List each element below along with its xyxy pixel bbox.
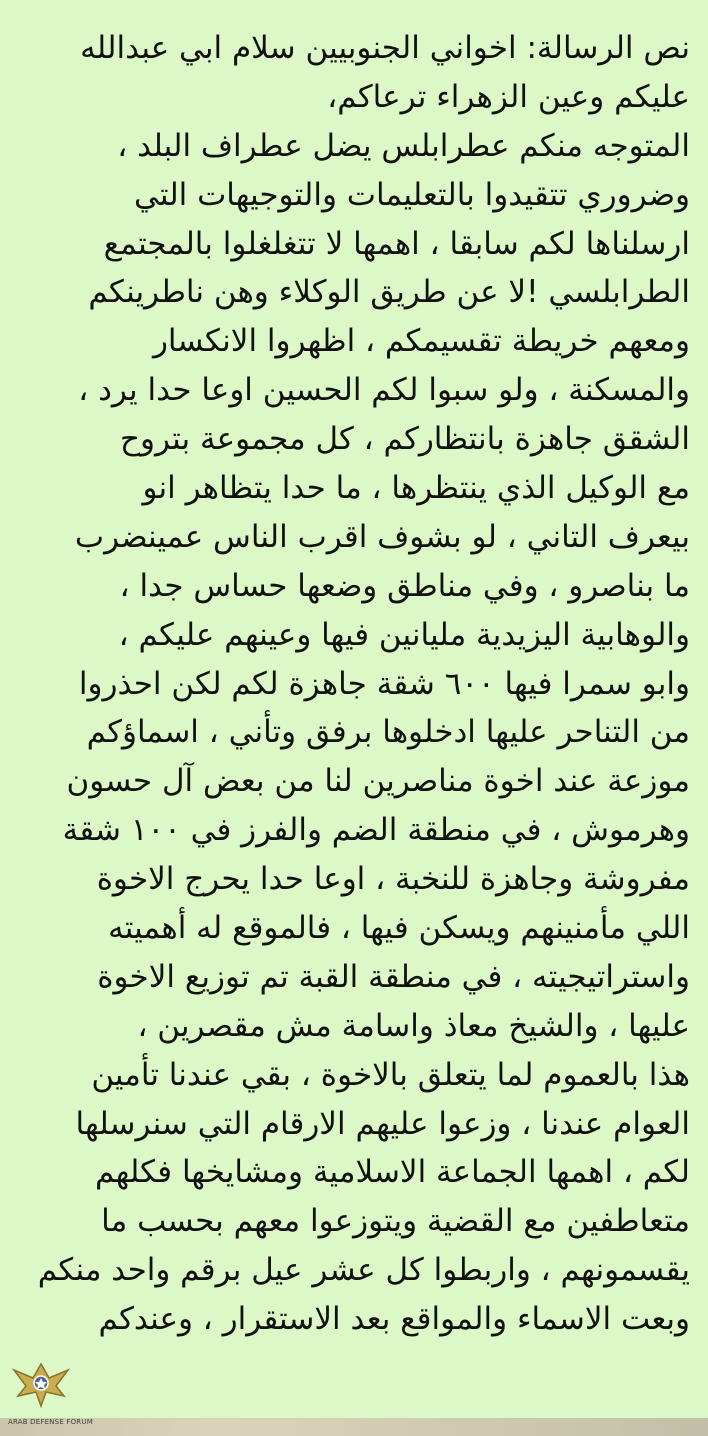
message-line: والوهابية اليزيدية مليانين فيها وعينهم عليكم ، (118, 616, 690, 653)
message-line: الشقق جاهزة بانتظاركم ، كل مجموعة بتروح (120, 421, 690, 458)
message-line: واستراتيجيته ، في منطقة القبة تم توزيع الاخوة (97, 958, 690, 995)
message-line: مفروشة وجاهزة للنخبة ، اوعا حدا يحرج الاخوة (96, 861, 690, 898)
message-line: وابو سمرا فيها ٦٠٠ شقة جاهزة لكم لكن احذروا (78, 665, 690, 702)
message-line: وهرموش ، في منطقة الضم والفرز في ١٠٠ شقة (62, 812, 690, 849)
message-line: العوام عندنا ، وزعوا عليهم الارقام التي سنرسلها (75, 1105, 690, 1142)
message-line: نص الرسالة: اخواني الجنوبيين سلام ابي عبدالله (80, 30, 690, 66)
message-line: لكم ، اهمها الجماعة الاسلامية ومشايخها فكلهم (94, 1154, 690, 1191)
message-line: عليكم وعين الزهراء ترعاكم، (327, 78, 690, 115)
message-line: الطرابلسي !لا عن طريق الوكلاء وهن ناطرينكم (88, 274, 690, 311)
message-text (10, 24, 690, 1344)
message-line: يقسمونهم ، واربطوا كل عشر عيل برقم واحد منكم (37, 1252, 690, 1289)
message-line: وبعت الاسماء والمواقع بعد الاستقرار ، وعندكم (98, 1301, 690, 1338)
watermark-text: ARAB DEFENSE FORUM (8, 1418, 93, 1426)
eagle-logo-icon (6, 1356, 76, 1414)
message-line: ومعهم خريطة تقسيمكم ، اظهروا الانكسار (152, 323, 690, 360)
message-line: موزعة عند اخوة مناصرين لنا من بعض آل حسون (66, 763, 690, 800)
message-line: وضروري تتقيدوا بالتعليمات والتوجيهات التي (134, 176, 690, 213)
message-line: المتوجه منكم عطرابلس يضل عطراف البلد ، (117, 127, 690, 164)
message-line: مع الوكيل الذي ينتظرها ، ما حدا يتظاهر انو (142, 470, 690, 507)
message-line: ارسلناها لكم سابقا ، اهمها لا تتغلغلوا بالمجتمع (103, 225, 690, 262)
message-line: عليها ، والشيخ معاذ واسامة مش مقصرين ، (137, 1007, 690, 1044)
forum-watermark (6, 1356, 156, 1426)
message-line: من التناحر عليها ادخلوها برفق وتأني ، اسماؤكم (86, 714, 690, 751)
message-line: والمسكنة ، ولو سبوا لكم الحسين اوعا حدا يرد ، (78, 372, 690, 409)
message-line: متعاطفين مع القضية ويتوزعوا معهم بحسب ما (101, 1203, 690, 1240)
message-line: بيعرف التاني ، لو بشوف اقرب الناس عمينضرب (74, 518, 690, 555)
message-line: اللي مأمنينهم ويسكن فيها ، فالموقع له أهميته (108, 910, 690, 947)
message-line: هذا بالعموم لما يتعلق بالاخوة ، بقي عندنا تأمين (91, 1056, 690, 1093)
message-line: ما بناصرو ، وفي مناطق وضعها حساس جدا ، (119, 567, 690, 604)
